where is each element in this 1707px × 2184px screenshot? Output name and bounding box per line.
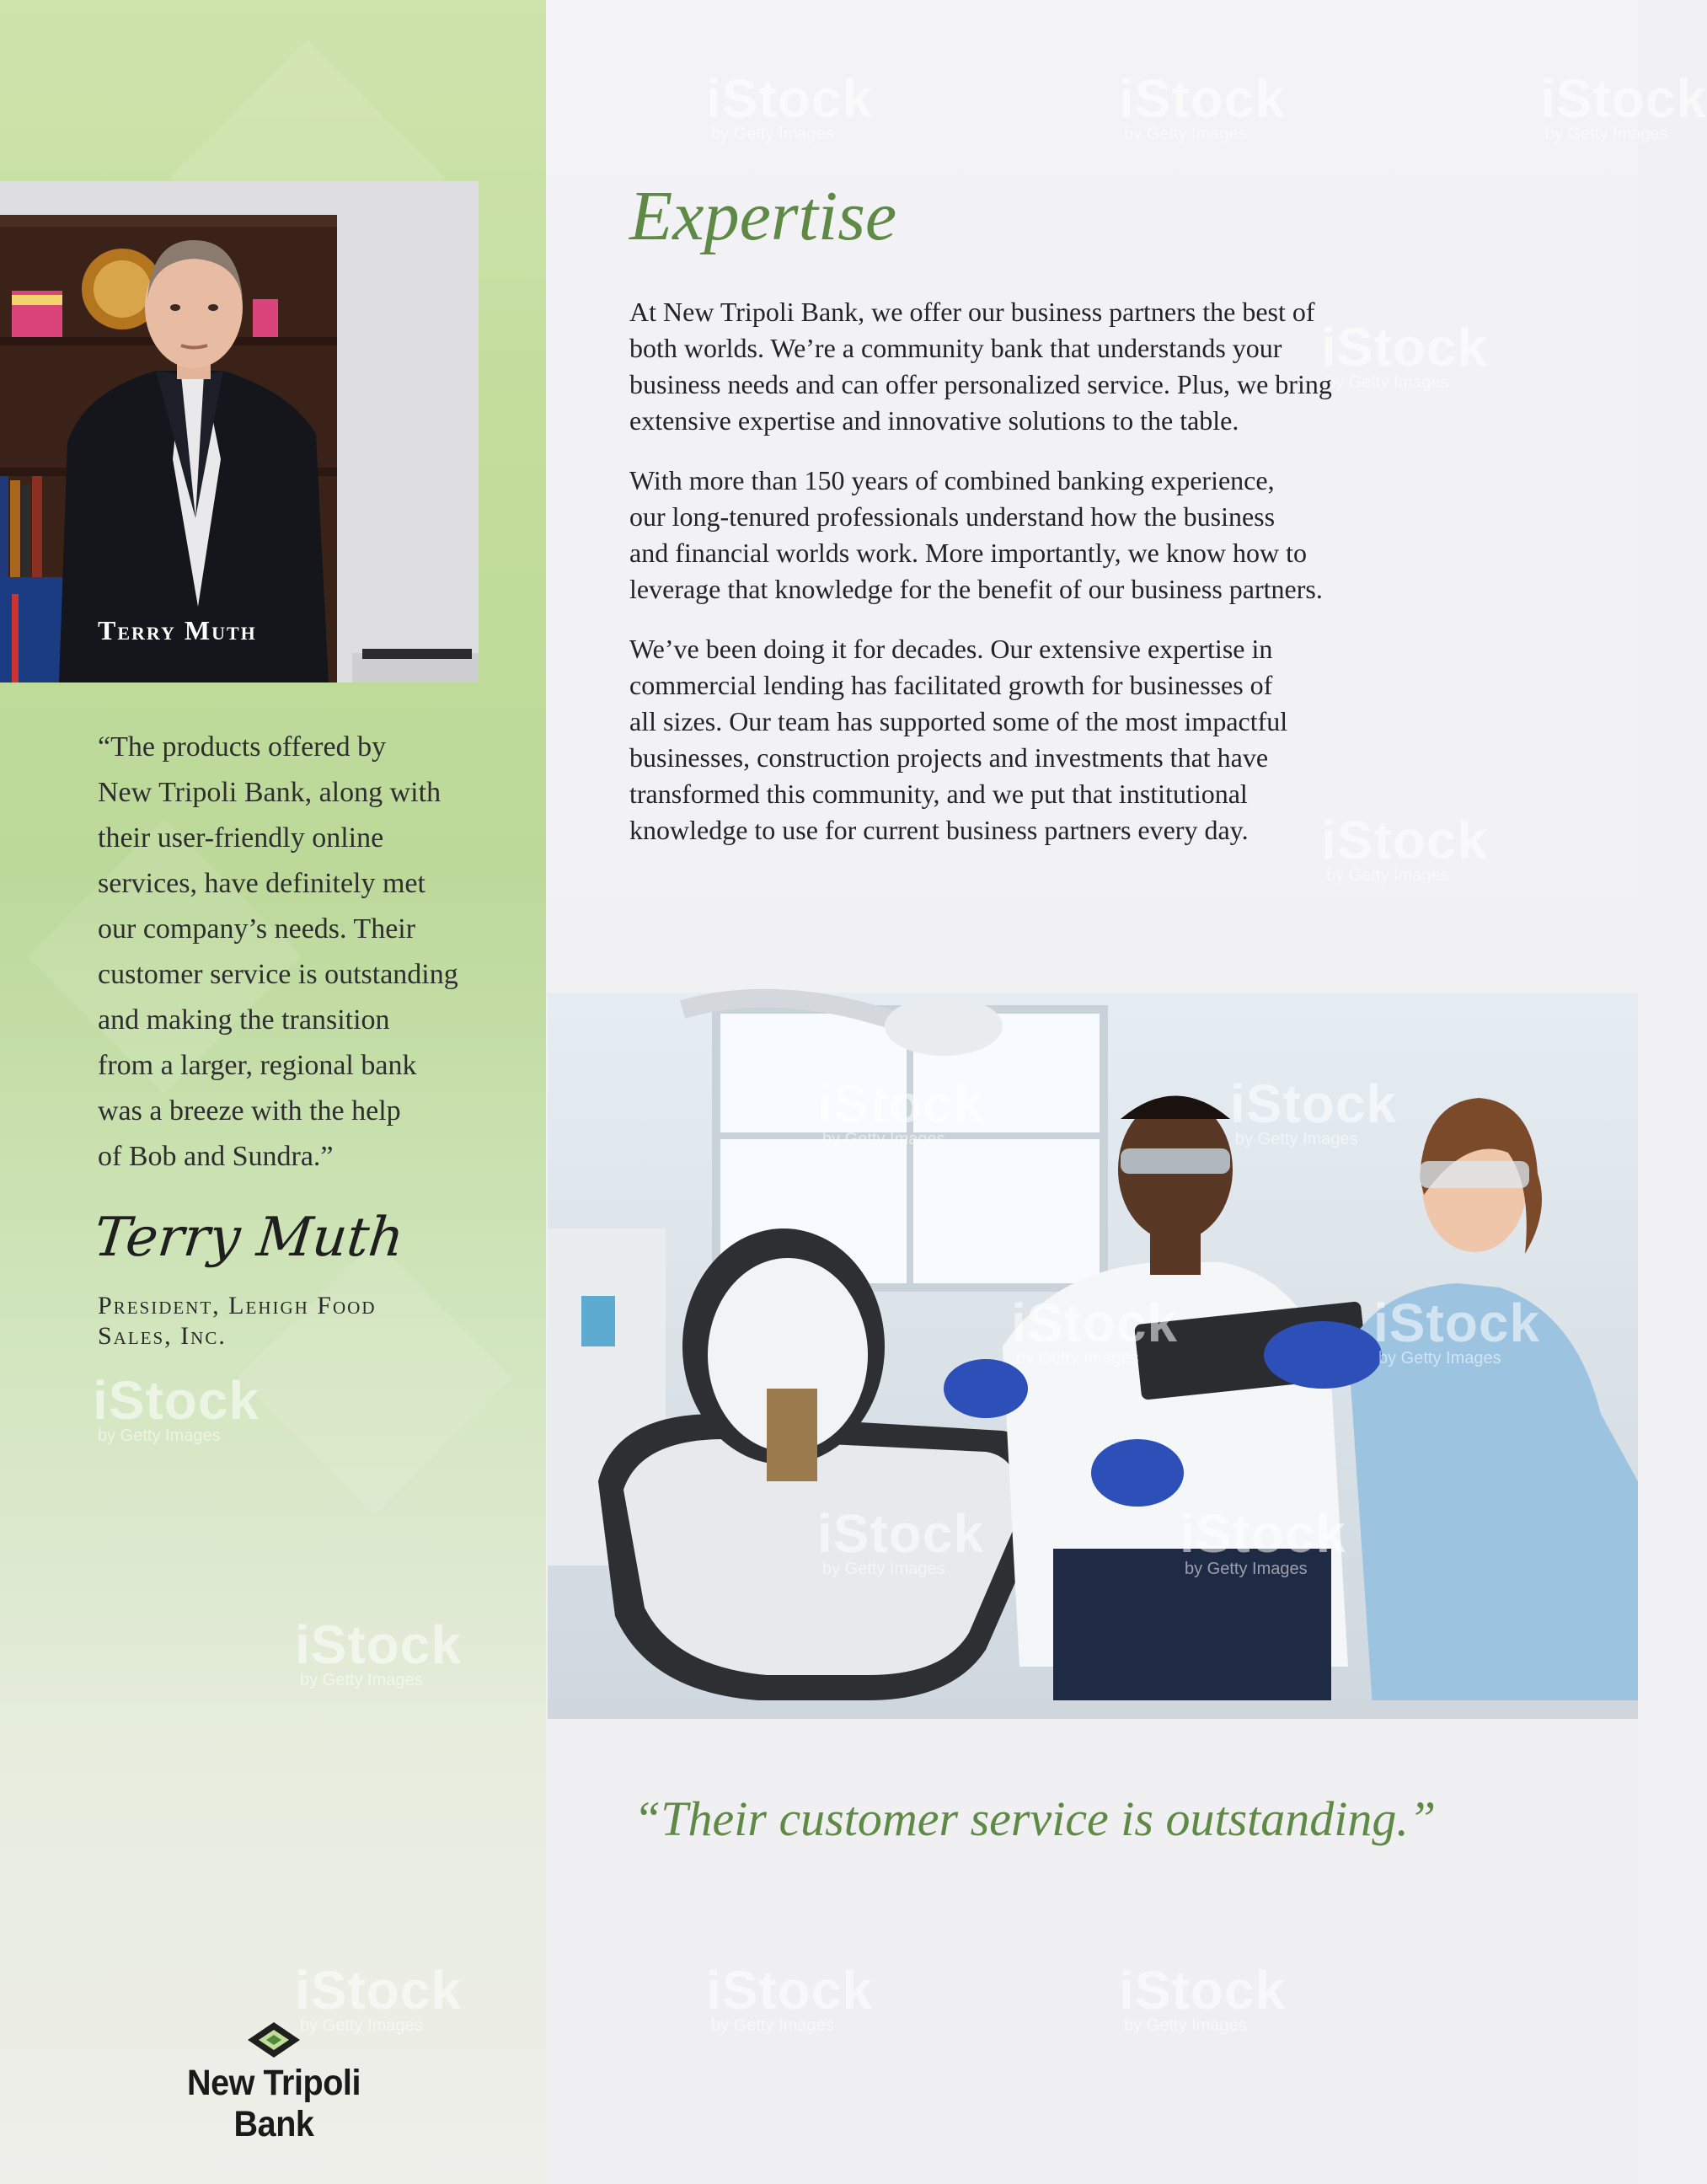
paragraph-line: With more than 150 years of combined banking experience, xyxy=(629,465,1275,495)
paragraph-line: We’ve been doing it for decades. Our extensive expertise in xyxy=(629,634,1273,664)
paragraph-line: our long-tenured professionals understand how the business xyxy=(629,501,1276,532)
bank-logo-text: New Tripoli Bank xyxy=(187,2063,361,2144)
testimonial-line: their user-friendly online xyxy=(98,822,384,854)
testimonial-line: customer service is outstanding xyxy=(98,959,458,990)
dental-office-photo xyxy=(548,993,1638,1719)
watermark: iStock by Getty Images xyxy=(1373,1293,1541,1368)
watermark: iStock by Getty Images xyxy=(706,68,874,143)
watermark: iStock by Getty Images xyxy=(1540,68,1707,143)
testimonial-line: was a breeze with the help xyxy=(98,1095,401,1127)
paragraph-line: At New Tripoli Bank, we offer our business partners the best of xyxy=(629,297,1315,327)
left-panel xyxy=(0,0,546,2184)
watermark: iStock by Getty Images xyxy=(295,1614,463,1689)
watermark: iStock by Getty Images xyxy=(706,1960,874,2035)
portrait-photo xyxy=(0,181,479,682)
testimonial-line: New Tripoli Bank, along with xyxy=(98,777,441,808)
paragraph-line: both worlds. We’re a community bank that understands your xyxy=(629,333,1282,363)
signatory-title-line: President, Lehigh Food xyxy=(98,1292,377,1320)
testimonial-line: from a larger, regional bank xyxy=(98,1050,417,1081)
watermark: iStock by Getty Images xyxy=(1011,1293,1179,1368)
testimonial-line: “The products offered by xyxy=(98,731,387,763)
body-paragraph xyxy=(629,463,1405,608)
signature: Terry Muth xyxy=(91,1207,407,1269)
portrait-caption: Terry Muth xyxy=(98,615,257,645)
paragraph-line: extensive expertise and innovative solutions to the table. xyxy=(629,405,1239,436)
signatory-title xyxy=(98,1291,494,1352)
watermark: iStock by Getty Images xyxy=(295,1960,463,2035)
pull-quote: “Their customer service is outstanding.” xyxy=(634,1791,1437,1846)
paragraph-line: commercial lending has facilitated growth for businesses of xyxy=(629,670,1273,700)
section-heading: Expertise xyxy=(629,177,897,255)
diamond-logo-icon xyxy=(248,2022,300,2058)
paragraph-line: businesses, construction projects and investments that have xyxy=(629,742,1269,773)
body-paragraph xyxy=(629,631,1405,848)
bank-logo xyxy=(139,2022,409,2145)
paragraph-line: business needs and can offer personalized service. Plus, we bring xyxy=(629,369,1332,399)
paragraph-line: transformed this community, and we put that institutional xyxy=(629,779,1248,809)
watermark: iStock by Getty Images xyxy=(817,1503,985,1578)
paragraph-line: and financial worlds work. More importantly, we know how to xyxy=(629,538,1307,568)
signatory-title-line: Sales, Inc. xyxy=(98,1322,227,1350)
testimonial-line: of Bob and Sundra.” xyxy=(98,1141,334,1172)
watermark: iStock by Getty Images xyxy=(1321,317,1489,392)
watermark: iStock by Getty Images xyxy=(817,1073,985,1148)
paragraph-line: all sizes. Our team has supported some of the most impactful xyxy=(629,706,1288,736)
testimonial-quote xyxy=(98,725,494,1180)
testimonial-line: and making the transition xyxy=(98,1004,390,1036)
watermark: iStock by Getty Images xyxy=(1119,1960,1287,2035)
watermark: iStock by Getty Images xyxy=(1180,1503,1347,1578)
watermark: iStock by Getty Images xyxy=(1119,68,1287,143)
background-diamond xyxy=(238,1240,511,1514)
body-paragraph xyxy=(629,294,1405,439)
testimonial-line: services, have definitely met xyxy=(98,868,425,899)
portrait-illustration xyxy=(0,181,479,682)
paragraph-line: leverage that knowledge for the benefit of our business partners. xyxy=(629,574,1323,604)
watermark: iStock by Getty Images xyxy=(93,1370,260,1445)
watermark: iStock by Getty Images xyxy=(1321,810,1489,885)
testimonial-line: our company’s needs. Their xyxy=(98,913,416,945)
watermark: iStock by Getty Images xyxy=(1230,1073,1398,1148)
paragraph-line: knowledge to use for current business partners every day. xyxy=(629,815,1249,845)
